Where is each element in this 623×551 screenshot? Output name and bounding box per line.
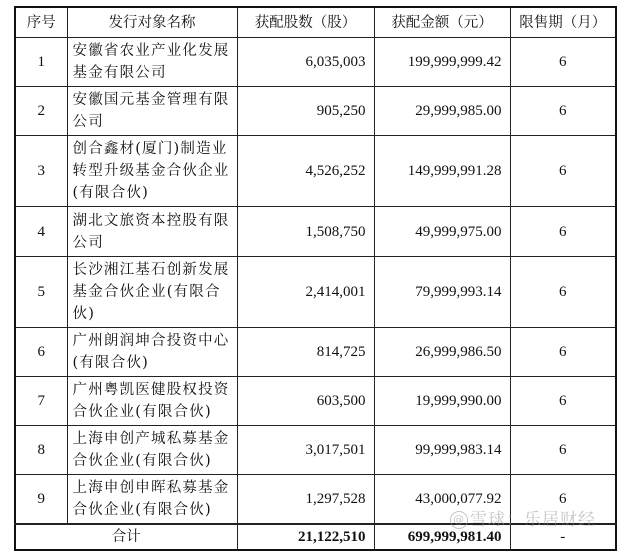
total-label: 合计 — [15, 524, 237, 550]
row-shares: 2,414,001 — [237, 257, 374, 328]
row-amount: 26,999,986.50 — [374, 328, 510, 377]
row-index: 7 — [15, 377, 67, 426]
header-lockup: 限售期（月） — [510, 7, 616, 38]
header-amount: 获配金额（元） — [374, 7, 510, 38]
row-investor-name: 广州粤凯医健股权投资合伙企业(有限合伙) — [67, 377, 237, 426]
row-shares: 814,725 — [237, 328, 374, 377]
table-row — [15, 136, 616, 207]
header-shares: 获配股数（股） — [237, 7, 374, 38]
row-index: 9 — [15, 475, 67, 525]
row-index: 8 — [15, 426, 67, 475]
row-shares: 1,297,528 — [237, 475, 374, 525]
table-row — [15, 377, 616, 426]
row-amount: 29,999,985.00 — [374, 87, 510, 136]
row-lockup: 6 — [510, 257, 616, 328]
row-index: 3 — [15, 136, 67, 207]
row-amount: 49,999,975.00 — [374, 207, 510, 257]
row-index: 1 — [15, 38, 67, 87]
table-row — [15, 426, 616, 475]
row-investor-name: 上海申创产城私募基金合伙企业(有限合伙) — [67, 426, 237, 475]
row-index: 4 — [15, 207, 67, 257]
row-shares: 1,508,750 — [237, 207, 374, 257]
header-index: 序号 — [15, 7, 67, 38]
row-amount: 43,000,077.92 — [374, 475, 510, 525]
row-shares: 603,500 — [237, 377, 374, 426]
row-shares: 6,035,003 — [237, 38, 374, 87]
row-amount: 149,999,991.28 — [374, 136, 510, 207]
total-lockup: - — [510, 524, 616, 550]
row-lockup: 6 — [510, 475, 616, 525]
row-investor-name: 安徽国元基金管理有限公司 — [67, 87, 237, 136]
row-lockup: 6 — [510, 136, 616, 207]
table-row — [15, 328, 616, 377]
row-lockup: 6 — [510, 87, 616, 136]
row-amount: 19,999,990.00 — [374, 377, 510, 426]
row-shares: 4,526,252 — [237, 136, 374, 207]
row-lockup: 6 — [510, 377, 616, 426]
row-investor-name: 安徽省农业产业化发展基金有限公司 — [67, 38, 237, 87]
row-index: 6 — [15, 328, 67, 377]
table-row — [15, 257, 616, 328]
row-investor-name: 上海申创申晖私募基金合伙企业(有限合伙) — [67, 475, 237, 525]
table-header-row — [15, 7, 616, 38]
allocation-table-container — [14, 6, 615, 551]
table-row — [15, 87, 616, 136]
total-amount: 699,999,981.40 — [374, 524, 510, 550]
allocation-table — [14, 6, 617, 551]
row-shares: 3,017,501 — [237, 426, 374, 475]
row-amount: 99,999,983.14 — [374, 426, 510, 475]
row-investor-name: 湖北文旅资本控股有限公司 — [67, 207, 237, 257]
row-lockup: 6 — [510, 328, 616, 377]
row-amount: 79,999,993.14 — [374, 257, 510, 328]
row-index: 2 — [15, 87, 67, 136]
total-shares: 21,122,510 — [237, 524, 374, 550]
row-lockup: 6 — [510, 207, 616, 257]
row-lockup: 6 — [510, 426, 616, 475]
row-amount: 199,999,999.42 — [374, 38, 510, 87]
header-name: 发行对象名称 — [67, 7, 237, 38]
watermark-text: 雪球：乐居财经 — [470, 510, 596, 530]
row-investor-name: 创合鑫材(厦门)制造业转型升级基金合伙企业(有限合伙) — [67, 136, 237, 207]
row-investor-name: 广州朗润坤合投资中心(有限合伙) — [67, 328, 237, 377]
table-row — [15, 38, 616, 87]
table-row — [15, 207, 616, 257]
at-icon: @ — [450, 511, 468, 529]
row-index: 5 — [15, 257, 67, 328]
row-lockup: 6 — [510, 38, 616, 87]
row-shares: 905,250 — [237, 87, 374, 136]
total-row — [15, 524, 616, 550]
table-row — [15, 475, 616, 525]
row-investor-name: 长沙湘江基石创新发展基金合伙企业(有限合伙) — [67, 257, 237, 328]
